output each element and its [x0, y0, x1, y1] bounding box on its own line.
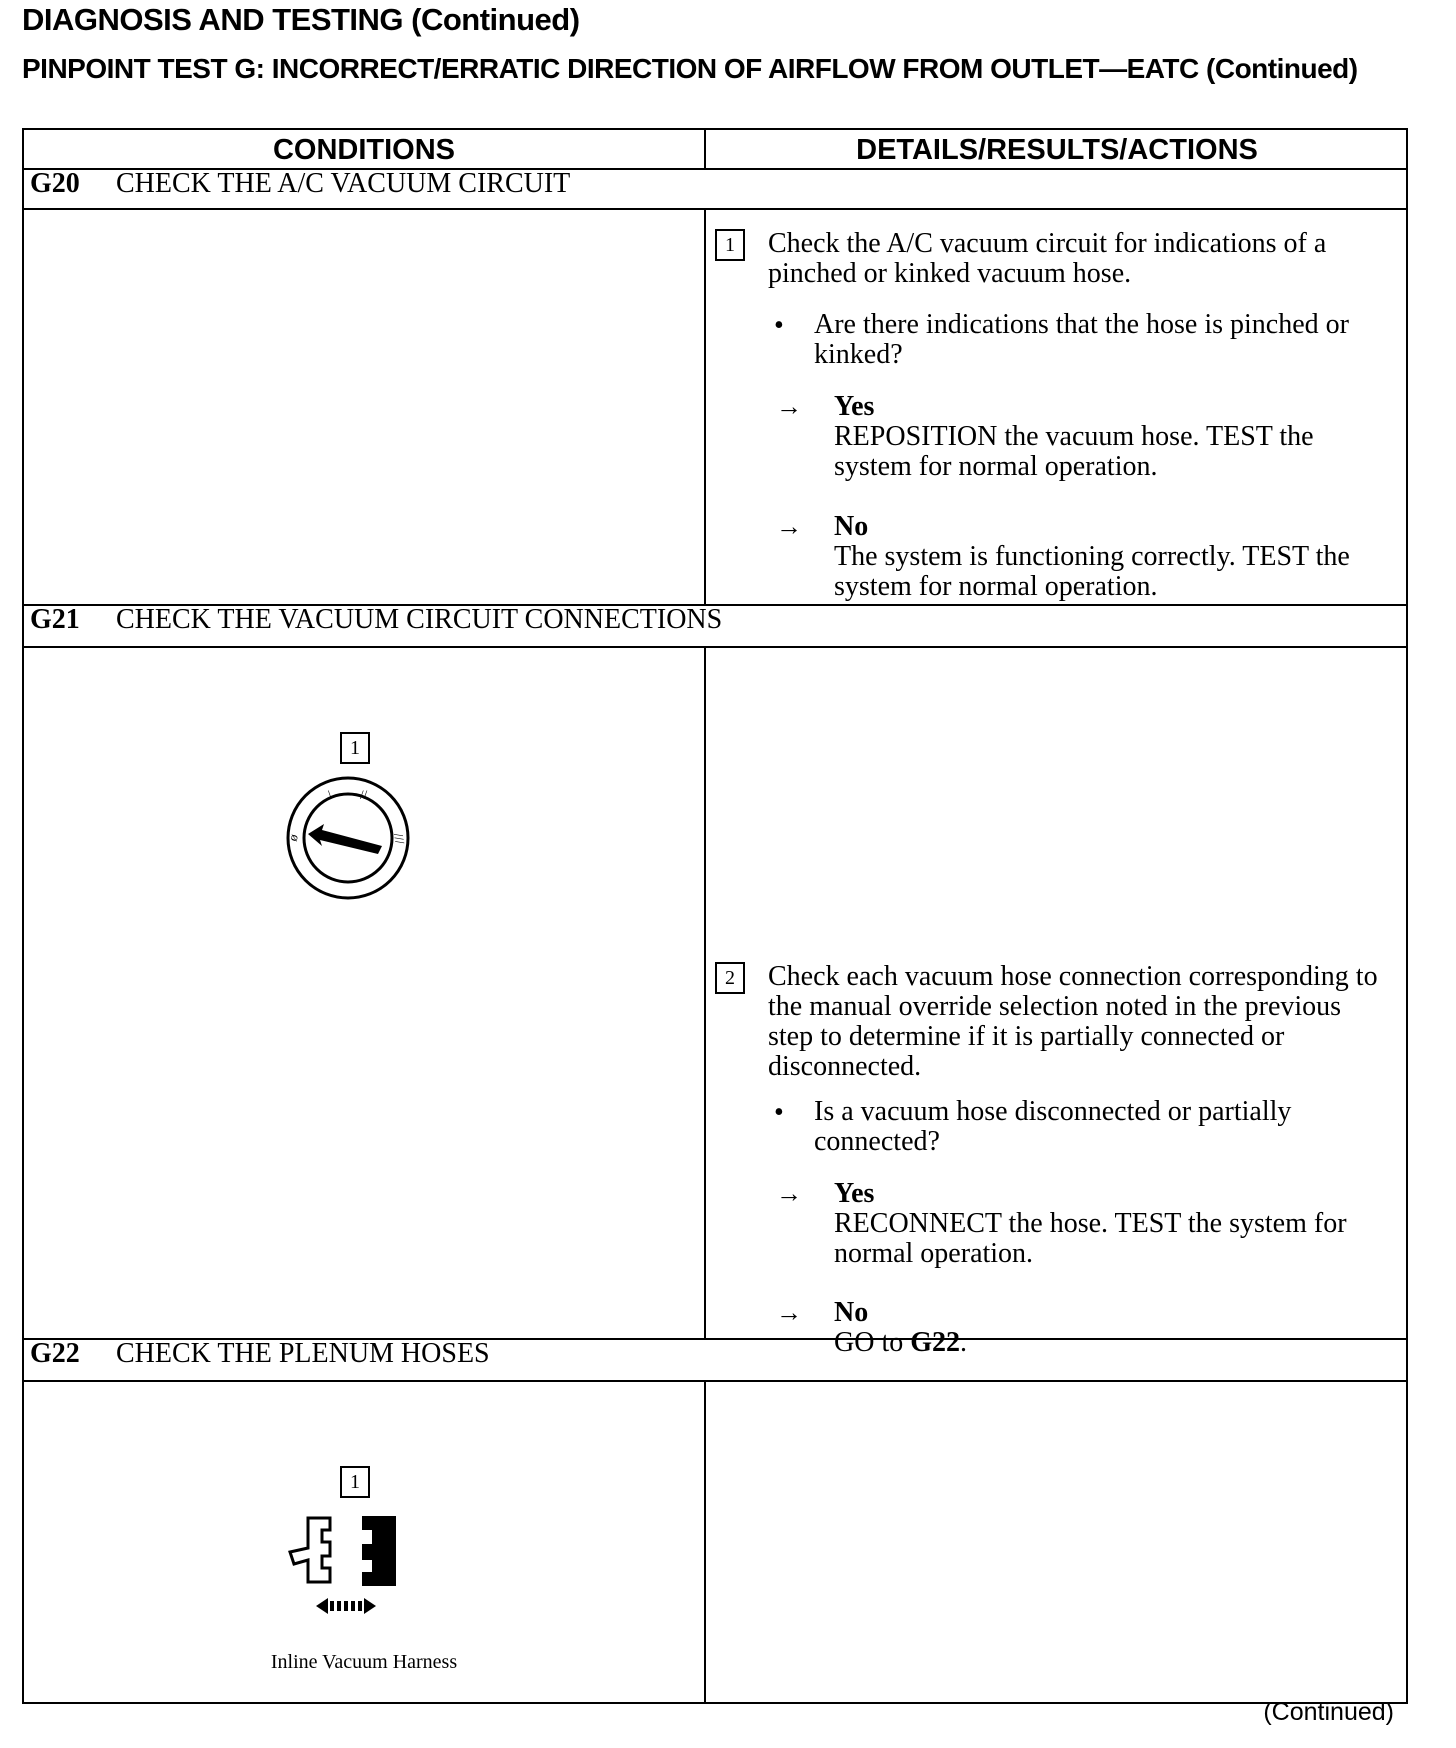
step-number-box: 2 — [715, 962, 745, 994]
result-yes-label: Yes — [834, 391, 875, 422]
step-question: Is a vacuum hose disconnected or partially connected? — [814, 1096, 1292, 1157]
result-no-label: No — [834, 1297, 869, 1328]
column-divider — [704, 1380, 706, 1702]
arrow-shaft-segment — [330, 1601, 334, 1611]
arrow-right-icon — [364, 1598, 376, 1614]
arrow-shaft-segment — [358, 1601, 362, 1611]
row-divider — [24, 646, 1406, 648]
step-number: G20 — [30, 168, 80, 199]
step-reference-link[interactable]: G22 — [910, 1327, 961, 1358]
row-divider — [24, 1380, 1406, 1382]
step-number-box: 1 — [715, 229, 745, 261]
dial-label-2: // — [360, 787, 368, 802]
step-instruction: Check the A/C vacuum circuit for indications of a pinched or kinked vacuum hose. — [768, 228, 1327, 289]
arrow-right-icon: → — [776, 392, 802, 421]
result-yes-label: Yes — [834, 1178, 875, 1209]
result-no-action — [834, 1328, 967, 1358]
pinpoint-test-title: PINPOINT TEST G: INCORRECT/ERRATIC DIRECTION OF AIRFLOW FROM OUTLET—EATC (Continued) — [22, 53, 1358, 84]
result-no-label: No — [834, 511, 869, 542]
figure-number-box: 1 — [340, 732, 370, 764]
result-no-punct: . — [960, 1327, 968, 1358]
column-header-details: DETAILS/RESULTS/ACTIONS — [856, 134, 1258, 166]
arrow-shaft-segment — [337, 1601, 341, 1611]
step-header-g21 — [30, 604, 722, 636]
dial-pointer — [308, 824, 382, 854]
column-header-conditions: CONDITIONS — [272, 134, 456, 166]
arrow-right-icon: → — [776, 1179, 802, 1208]
arrow-shaft-segment — [344, 1601, 348, 1611]
dial-label-3: /// — [391, 831, 408, 846]
mode-selector-dial-icon — [284, 772, 414, 902]
arrow-right-icon: → — [776, 512, 802, 541]
column-divider — [704, 646, 706, 1338]
result-yes-action: RECONNECT the hose. TEST the system for normal operation. — [834, 1208, 1347, 1269]
page-title: DIAGNOSIS AND TESTING (Continued) — [22, 2, 580, 37]
step-question: Are there indications that the hose is pinched or kinked? — [814, 309, 1349, 370]
harness-male-connector — [290, 1518, 330, 1582]
column-divider — [704, 130, 706, 168]
arrow-shaft-segment — [351, 1601, 355, 1611]
figure-caption: Inline Vacuum Harness — [270, 1651, 458, 1673]
row-divider — [24, 208, 1406, 210]
dial-label-off: ø — [284, 831, 302, 844]
arrow-right-icon: → — [776, 1298, 802, 1327]
step-title: CHECK THE PLENUM HOSES — [116, 1338, 490, 1369]
bullet-icon: • — [774, 1097, 784, 1128]
pinpoint-test-table — [22, 128, 1408, 1704]
figure-number-box: 1 — [340, 1466, 370, 1498]
step-number: G21 — [30, 604, 80, 635]
step-title: CHECK THE VACUUM CIRCUIT CONNECTIONS — [116, 604, 723, 635]
step-header-g20 — [30, 168, 570, 200]
result-no-action: The system is functioning correctly. TEST the system for normal operation. — [834, 541, 1350, 602]
step-instruction: Check each vacuum hose connection corresponding to the manual override selection noted in the previous step to determine if it is partially connected or disconnected. — [768, 961, 1378, 1082]
column-divider — [704, 208, 706, 604]
harness-female-connector — [362, 1516, 396, 1586]
step-number: G22 — [30, 1338, 80, 1369]
arrow-left-icon — [316, 1598, 328, 1614]
inline-vacuum-harness-icon — [286, 1512, 416, 1622]
result-no-text: GO to — [834, 1327, 911, 1358]
continued-note: (Continued) — [1263, 1698, 1394, 1726]
dial-label-1: \ — [328, 787, 332, 802]
step-header-g22 — [30, 1338, 490, 1370]
result-yes-action: REPOSITION the vacuum hose. TEST the system for normal operation. — [834, 421, 1314, 482]
bullet-icon: • — [774, 310, 784, 341]
step-title: CHECK THE A/C VACUUM CIRCUIT — [116, 168, 571, 199]
